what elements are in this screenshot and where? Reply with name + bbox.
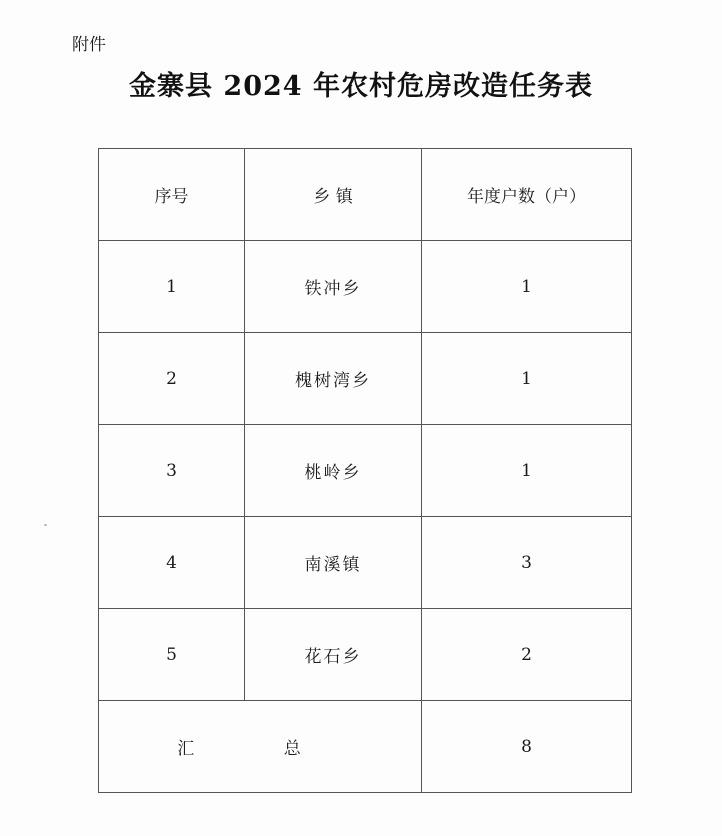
row-seq: 3 <box>99 425 245 517</box>
table-header-row <box>99 149 632 241</box>
document-title: 金寨县 2024 年农村危房改造任务表 <box>129 71 593 102</box>
row-town: 槐树湾乡 <box>245 333 422 425</box>
table-row <box>99 241 632 333</box>
row-seq: 5 <box>99 609 245 701</box>
table-row <box>99 517 632 609</box>
scan-speck <box>44 524 47 526</box>
row-town: 花石乡 <box>245 609 422 701</box>
row-count: 1 <box>422 425 632 517</box>
table-row <box>99 609 632 701</box>
row-count: 1 <box>422 333 632 425</box>
header-town: 乡 镇 <box>245 149 422 241</box>
task-table <box>98 148 632 793</box>
table-row <box>99 425 632 517</box>
header-seq: 序号 <box>99 149 245 241</box>
row-town: 铁冲乡 <box>245 241 422 333</box>
row-count: 2 <box>422 609 632 701</box>
table-total-row <box>99 701 632 793</box>
row-seq: 4 <box>99 517 245 609</box>
row-town: 桃岭乡 <box>245 425 422 517</box>
row-count: 3 <box>422 517 632 609</box>
row-count: 1 <box>422 241 632 333</box>
total-count: 8 <box>422 701 632 793</box>
header-count: 年度户数（户） <box>422 149 632 241</box>
row-seq: 2 <box>99 333 245 425</box>
row-seq: 1 <box>99 241 245 333</box>
total-label: 汇 总 <box>99 701 422 793</box>
table-row <box>99 333 632 425</box>
attachment-label: 附件 <box>72 35 106 55</box>
row-town: 南溪镇 <box>245 517 422 609</box>
